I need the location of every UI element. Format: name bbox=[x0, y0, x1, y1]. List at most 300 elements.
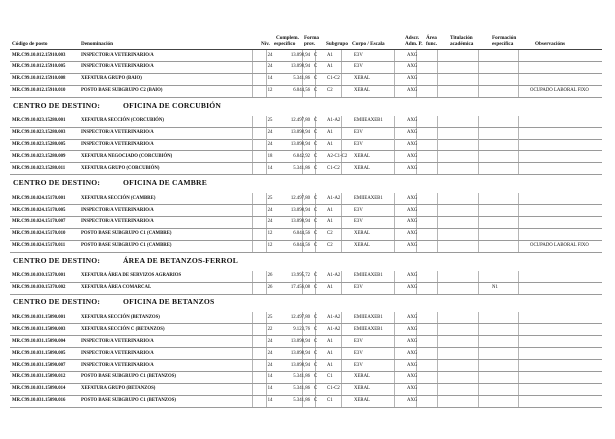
cell-denominacion: INSPECTOR/A VETERINARIO/A bbox=[81, 64, 154, 70]
cell-codigo: MR.C99.10.030.15370.002 bbox=[12, 285, 66, 290]
column-divider bbox=[518, 50, 519, 61]
column-divider bbox=[252, 372, 253, 383]
cell-forma: C bbox=[314, 76, 318, 82]
cell-corpo: E3V bbox=[354, 141, 363, 147]
cell-subgrupo: A1 bbox=[327, 64, 333, 70]
column-divider bbox=[252, 241, 253, 252]
cell-adscripcion: AXG bbox=[407, 52, 418, 58]
table-row bbox=[10, 312, 602, 324]
column-divider bbox=[341, 360, 342, 371]
cell-codigo: MR.C99.10.012.15910.005 bbox=[12, 64, 66, 70]
cell-nivel: 12 bbox=[267, 88, 273, 94]
cell-nivel: 24 bbox=[267, 130, 273, 135]
header-formacion-1: Formación bbox=[492, 35, 517, 41]
cell-codigo: MR.C99.10.031.15090.004 bbox=[12, 338, 66, 344]
column-divider bbox=[252, 62, 253, 73]
column-divider bbox=[394, 241, 395, 252]
cell-adscripcion: AXG bbox=[407, 195, 418, 201]
table-row bbox=[10, 271, 602, 283]
table-row bbox=[10, 229, 602, 241]
table-row bbox=[10, 336, 602, 348]
column-divider bbox=[437, 372, 438, 383]
cell-complemento: 9.123,76 bbox=[293, 326, 310, 332]
cell-denominacion: INSPECTOR/A VETERINARIO/A bbox=[81, 141, 154, 147]
cell-adscripcion: AXG bbox=[407, 273, 418, 279]
header-adscripcion-1: Adscr. bbox=[405, 35, 420, 41]
cell-adscripcion: AXG bbox=[407, 326, 418, 332]
cell-corpo: XERAL bbox=[354, 386, 370, 392]
column-divider bbox=[518, 128, 519, 139]
cell-adscripcion: AXG bbox=[407, 165, 418, 171]
column-divider bbox=[341, 128, 342, 139]
cell-codigo: MR.C99.10.031.15090.005 bbox=[12, 350, 66, 356]
column-divider bbox=[252, 229, 253, 240]
cell-codigo: MR.C99.10.024.15170.005 bbox=[12, 207, 66, 213]
cell-subgrupo: C1-C2 bbox=[327, 165, 340, 171]
column-divider bbox=[478, 116, 479, 127]
column-divider bbox=[437, 62, 438, 73]
column-divider bbox=[518, 396, 519, 407]
cell-complemento: 13.995,72 bbox=[290, 273, 310, 279]
cell-nivel: 26 bbox=[267, 273, 273, 279]
column-divider bbox=[252, 163, 253, 174]
section-label: CENTRO DE DESTINO: bbox=[13, 178, 101, 188]
column-divider bbox=[252, 324, 253, 335]
cell-nivel: 25 bbox=[267, 314, 273, 320]
column-divider bbox=[518, 163, 519, 174]
header-corpo: Corpo / Escala bbox=[352, 41, 385, 47]
cell-denominacion: INSPECTOR/A VETERINARIO/A bbox=[81, 52, 154, 58]
cell-nivel: 22 bbox=[267, 326, 273, 332]
column-divider bbox=[437, 312, 438, 323]
cell-nivel: 14 bbox=[267, 386, 273, 392]
section-title bbox=[13, 297, 214, 306]
column-divider bbox=[437, 74, 438, 85]
cell-denominacion: POSTO BASE SUBGRUPO C1 (BETANZOS) bbox=[81, 374, 176, 380]
cell-complemento: 13.098,94 bbox=[290, 64, 310, 70]
cell-forma: C bbox=[314, 273, 318, 279]
table-row bbox=[10, 74, 602, 86]
table-row bbox=[10, 384, 602, 396]
cell-forma: C bbox=[314, 141, 318, 147]
column-divider bbox=[341, 348, 342, 359]
cell-subgrupo: A1-A2 bbox=[327, 314, 341, 320]
cell-corpo: XERAL bbox=[354, 374, 370, 380]
section-name: OFICINA DE CAMBRE bbox=[123, 178, 207, 188]
cell-complemento: 5.341,86 bbox=[293, 386, 310, 392]
column-divider bbox=[341, 384, 342, 395]
table-row bbox=[10, 193, 602, 205]
cell-corpo: XERAL bbox=[354, 88, 370, 94]
column-divider bbox=[394, 193, 395, 204]
header-subgrupo: Subgrupo bbox=[326, 41, 348, 47]
column-divider bbox=[394, 116, 395, 127]
cell-complemento: 13.098,94 bbox=[290, 219, 310, 225]
column-divider bbox=[341, 372, 342, 383]
cell-adscripcion: AXG bbox=[407, 243, 418, 249]
column-divider bbox=[341, 217, 342, 228]
column-divider bbox=[437, 283, 438, 294]
cell-subgrupo: A1 bbox=[327, 52, 333, 58]
cell-subgrupo: A1 bbox=[327, 130, 333, 135]
header-complemento-2: específico bbox=[274, 41, 296, 47]
cell-adscripcion: AXG bbox=[407, 88, 418, 94]
cell-corpo: EMIIEAXEB1 bbox=[354, 195, 383, 201]
cell-corpo: XERAL bbox=[354, 153, 370, 159]
column-divider bbox=[437, 324, 438, 335]
cell-nivel: 24 bbox=[267, 52, 273, 58]
column-divider bbox=[252, 116, 253, 127]
column-divider bbox=[437, 163, 438, 174]
column-divider bbox=[341, 86, 342, 97]
cell-codigo: MR.C99.10.012.15910.010 bbox=[12, 88, 66, 94]
cell-forma: C bbox=[314, 338, 318, 344]
cell-corpo: E3V bbox=[354, 207, 363, 213]
cell-codigo: MR.C99.10.031.15090.007 bbox=[12, 362, 66, 368]
cell-adscripcion: AXG bbox=[407, 231, 418, 237]
column-divider bbox=[437, 348, 438, 359]
cell-forma: C bbox=[314, 88, 318, 94]
cell-adscripcion: AXG bbox=[407, 141, 418, 147]
column-divider bbox=[341, 50, 342, 61]
column-divider bbox=[252, 217, 253, 228]
column-divider bbox=[341, 312, 342, 323]
cell-subgrupo: C1-C2 bbox=[327, 76, 340, 82]
column-divider bbox=[341, 283, 342, 294]
cell-codigo: MR.C99.10.024.15170.001 bbox=[12, 195, 66, 201]
header-complemento-1: Complem. bbox=[276, 35, 299, 41]
cell-corpo: E3V bbox=[354, 52, 363, 58]
cell-nivel: 24 bbox=[267, 350, 273, 356]
cell-adscripcion: AXG bbox=[407, 362, 418, 368]
header-titulacion-2: académica bbox=[450, 41, 474, 47]
table-row bbox=[10, 151, 602, 163]
cell-denominacion: XEFATURA GRUPO (BETANZOS) bbox=[81, 386, 156, 392]
column-divider bbox=[341, 205, 342, 216]
column-divider bbox=[518, 348, 519, 359]
cell-forma: C bbox=[314, 314, 318, 320]
column-divider bbox=[518, 283, 519, 294]
section-label: CENTRO DE DESTINO: bbox=[13, 100, 101, 110]
cell-forma: C bbox=[314, 374, 318, 380]
cell-codigo: MR.C99.10.031.15090.003 bbox=[12, 326, 66, 332]
column-divider bbox=[437, 50, 438, 61]
section-label: CENTRO DE DESTINO: bbox=[13, 297, 101, 307]
column-divider bbox=[394, 283, 395, 294]
cell-subgrupo: C2 bbox=[327, 243, 333, 249]
table-row bbox=[10, 163, 602, 175]
table-row bbox=[10, 205, 602, 217]
cell-forma: C bbox=[314, 362, 318, 368]
column-divider bbox=[518, 384, 519, 395]
column-divider bbox=[437, 384, 438, 395]
column-divider bbox=[437, 217, 438, 228]
cell-denominacion: XEFATURA ÁREA DE SERVIZOS AGRARIOS bbox=[81, 273, 182, 279]
table-row bbox=[10, 116, 602, 128]
table-row bbox=[10, 139, 602, 151]
cell-nivel: 24 bbox=[267, 362, 273, 368]
column-divider bbox=[518, 151, 519, 162]
cell-subgrupo: C2 bbox=[327, 88, 333, 94]
cell-adscripcion: AXG bbox=[407, 314, 418, 320]
column-divider bbox=[394, 324, 395, 335]
cell-corpo: XERAL bbox=[354, 243, 370, 249]
cell-corpo: EMIIEAXEB1 bbox=[354, 273, 383, 279]
cell-nivel: 14 bbox=[267, 76, 273, 82]
column-divider bbox=[478, 74, 479, 85]
column-divider bbox=[518, 241, 519, 252]
column-divider bbox=[478, 241, 479, 252]
cell-adscripcion: AXG bbox=[407, 386, 418, 392]
cell-nivel: 12 bbox=[267, 243, 273, 249]
cell-corpo: E3V bbox=[354, 350, 363, 356]
cell-corpo: XERAL bbox=[354, 76, 370, 82]
cell-corpo: EMIIEAXEB1 bbox=[354, 118, 383, 124]
column-divider bbox=[394, 128, 395, 139]
column-divider bbox=[518, 372, 519, 383]
cell-subgrupo: A2-C1-C2 bbox=[327, 153, 348, 159]
cell-adscripcion: AXG bbox=[407, 64, 418, 70]
cell-codigo: MR.C99.10.024.15170.011 bbox=[12, 243, 66, 249]
column-divider bbox=[252, 336, 253, 347]
table-row bbox=[10, 348, 602, 360]
column-divider bbox=[394, 372, 395, 383]
column-divider bbox=[518, 74, 519, 85]
cell-forma: C bbox=[314, 52, 318, 58]
cell-adscripcion: AXG bbox=[407, 219, 418, 225]
column-divider bbox=[478, 50, 479, 61]
header-titulacion-1: Titulación bbox=[450, 35, 473, 41]
cell-forma: C bbox=[314, 326, 318, 332]
cell-subgrupo: A1 bbox=[327, 285, 333, 290]
cell-complemento: 6.044,56 bbox=[293, 231, 310, 237]
column-divider bbox=[478, 163, 479, 174]
cell-observacions: OCUPADO LABORAL FIXO bbox=[530, 88, 589, 94]
column-divider bbox=[341, 116, 342, 127]
header-observacions: Observacións bbox=[535, 41, 565, 47]
cell-forma: C bbox=[314, 398, 318, 404]
cell-adscripcion: AXG bbox=[407, 153, 418, 159]
cell-nivel: 24 bbox=[267, 338, 273, 344]
column-divider bbox=[394, 229, 395, 240]
cell-corpo: E3V bbox=[354, 130, 363, 135]
column-divider bbox=[437, 86, 438, 97]
column-divider bbox=[252, 86, 253, 97]
column-divider bbox=[437, 229, 438, 240]
cell-corpo: XERAL bbox=[354, 398, 370, 404]
cell-denominacion: POSTO BASE SUBGRUPO C2 (BAIO) bbox=[81, 88, 163, 94]
column-divider bbox=[478, 193, 479, 204]
column-divider bbox=[437, 205, 438, 216]
column-divider bbox=[252, 205, 253, 216]
cell-codigo: MR.C99.10.024.15170.007 bbox=[12, 219, 66, 225]
cell-codigo: MR.C99.10.023.15280.005 bbox=[12, 141, 66, 147]
header-forma-1: Forma bbox=[304, 35, 319, 41]
section-name: OFICINA DE CORCUBIÓN bbox=[123, 100, 222, 110]
cell-nivel: 25 bbox=[267, 195, 273, 201]
cell-codigo: MR.C99.10.031.15090.016 bbox=[12, 398, 66, 404]
cell-codigo: MR.C99.10.023.15280.011 bbox=[12, 165, 66, 171]
table-row bbox=[10, 241, 602, 253]
cell-codigo: MR.C99.10.012.15910.003 bbox=[12, 52, 66, 58]
column-divider bbox=[252, 360, 253, 371]
cell-subgrupo: C1 bbox=[327, 398, 333, 404]
cell-complemento: 13.098,94 bbox=[290, 338, 310, 344]
table-row bbox=[10, 360, 602, 372]
column-divider bbox=[252, 193, 253, 204]
cell-adscripcion: AXG bbox=[407, 130, 418, 135]
cell-denominacion: XEFATURA SECCIÓN C (BETANZOS) bbox=[81, 326, 165, 332]
table-row bbox=[10, 324, 602, 336]
column-divider bbox=[252, 348, 253, 359]
column-divider bbox=[252, 139, 253, 150]
column-divider bbox=[394, 217, 395, 228]
cell-subgrupo: A1-A2 bbox=[327, 326, 341, 332]
column-divider bbox=[478, 205, 479, 216]
cell-corpo: E3V bbox=[354, 362, 363, 368]
cell-codigo: MR.C99.10.031.15090.001 bbox=[12, 314, 66, 320]
column-divider bbox=[478, 229, 479, 240]
column-divider bbox=[394, 336, 395, 347]
cell-subgrupo: A1 bbox=[327, 207, 333, 213]
column-divider bbox=[478, 139, 479, 150]
column-divider bbox=[252, 283, 253, 294]
cell-forma: C bbox=[314, 386, 318, 392]
cell-forma: C bbox=[314, 207, 318, 213]
cell-denominacion: INSPECTOR/A VETERINARIO/A bbox=[81, 207, 154, 213]
cell-subgrupo: C2 bbox=[327, 231, 333, 237]
cell-subgrupo: A1 bbox=[327, 219, 333, 225]
column-divider bbox=[341, 139, 342, 150]
cell-codigo: MR.C99.10.031.15090.012 bbox=[12, 374, 66, 380]
column-divider bbox=[394, 139, 395, 150]
cell-complemento: 13.098,94 bbox=[290, 141, 310, 147]
table-row bbox=[10, 128, 602, 140]
cell-complemento: 6.044,56 bbox=[293, 88, 310, 94]
cell-complemento: 5.341,86 bbox=[293, 76, 310, 82]
column-divider bbox=[252, 396, 253, 407]
column-divider bbox=[518, 271, 519, 282]
header-nivel: Nív. bbox=[261, 41, 270, 47]
column-divider bbox=[518, 229, 519, 240]
section-label: CENTRO DE DESTINO: bbox=[13, 255, 101, 265]
column-divider bbox=[394, 163, 395, 174]
column-divider bbox=[394, 50, 395, 61]
cell-codigo: MR.C99.10.023.15280.009 bbox=[12, 153, 66, 159]
section-name: OFICINA DE BETANZOS bbox=[123, 297, 215, 307]
column-divider bbox=[478, 312, 479, 323]
cell-nivel: 14 bbox=[267, 165, 273, 171]
column-divider bbox=[394, 74, 395, 85]
cell-denominacion: XEFATURA SECCIÓN (CAMBRE) bbox=[81, 195, 156, 201]
cell-subgrupo: C1 bbox=[327, 374, 333, 380]
column-divider bbox=[252, 312, 253, 323]
header-forma-2: prov. bbox=[304, 41, 316, 47]
column-divider bbox=[252, 128, 253, 139]
cell-complemento: 5.341,86 bbox=[293, 374, 310, 380]
column-divider bbox=[394, 348, 395, 359]
cell-denominacion: XEFATURA GRUPO (CORCUBIÓN) bbox=[81, 165, 160, 171]
cell-adscripcion: AXG bbox=[407, 118, 418, 124]
cell-complemento: 13.098,94 bbox=[290, 207, 310, 213]
cell-adscripcion: AXG bbox=[407, 374, 418, 380]
cell-denominacion: POSTO BASE SUBGRUPO C1 (CAMBRE) bbox=[81, 231, 172, 237]
cell-forma: C bbox=[314, 350, 318, 356]
cell-corpo: XERAL bbox=[354, 231, 370, 237]
header-area-1: Área bbox=[426, 35, 437, 41]
cell-denominacion: INSPECTOR/A VETERINARIO/A bbox=[81, 350, 154, 356]
column-divider bbox=[478, 217, 479, 228]
column-divider bbox=[437, 151, 438, 162]
column-divider bbox=[341, 62, 342, 73]
column-divider bbox=[518, 139, 519, 150]
cell-complemento: 6.842,92 bbox=[293, 153, 310, 159]
cell-denominacion: XEFATURA SECCIÓN (BETANZOS) bbox=[81, 314, 160, 320]
cell-denominacion: INSPECTOR/A VETERINARIO/A bbox=[81, 338, 154, 344]
cell-forma: C bbox=[314, 64, 318, 70]
cell-corpo: EMIIEAXEB1 bbox=[354, 326, 383, 332]
section-title bbox=[13, 101, 221, 110]
column-divider bbox=[394, 384, 395, 395]
cell-forma: C bbox=[314, 231, 318, 237]
column-divider bbox=[437, 396, 438, 407]
column-divider bbox=[478, 372, 479, 383]
column-divider bbox=[478, 396, 479, 407]
table-row bbox=[10, 62, 602, 74]
section-title bbox=[13, 178, 207, 187]
cell-forma: C bbox=[314, 219, 318, 225]
column-divider bbox=[518, 217, 519, 228]
column-divider bbox=[478, 128, 479, 139]
column-divider bbox=[394, 396, 395, 407]
cell-forma: C bbox=[314, 285, 318, 290]
cell-complemento: 13.098,94 bbox=[290, 130, 310, 135]
column-divider bbox=[341, 324, 342, 335]
cell-complemento: 5.341,86 bbox=[293, 398, 310, 404]
cell-denominacion: INSPECTOR/A VETERINARIO/A bbox=[81, 362, 154, 368]
cell-complemento: 12.497,80 bbox=[290, 314, 310, 320]
table-row bbox=[10, 372, 602, 384]
cell-corpo: EMIIEAXEB1 bbox=[354, 314, 383, 320]
table-row bbox=[10, 396, 602, 408]
cell-nivel: 14 bbox=[267, 398, 273, 404]
column-divider bbox=[478, 348, 479, 359]
cell-corpo: E3V bbox=[354, 219, 363, 225]
column-divider bbox=[478, 360, 479, 371]
cell-corpo: E3V bbox=[354, 285, 363, 290]
cell-complemento: 12.497,80 bbox=[290, 195, 310, 201]
cell-subgrupo: A1 bbox=[327, 350, 333, 356]
column-divider bbox=[437, 360, 438, 371]
cell-subgrupo: A1-A2 bbox=[327, 195, 341, 201]
cell-codigo: MR.C99.10.023.15280.003 bbox=[12, 130, 66, 135]
cell-complemento: 13.098,94 bbox=[290, 52, 310, 58]
cell-codigo: MR.C99.10.030.15370.001 bbox=[12, 273, 66, 279]
cell-adscripcion: AXG bbox=[407, 398, 418, 404]
column-divider bbox=[394, 271, 395, 282]
column-divider bbox=[394, 205, 395, 216]
cell-codigo: MR.C99.10.031.15090.014 bbox=[12, 386, 66, 392]
column-divider bbox=[478, 151, 479, 162]
cell-forma: C bbox=[314, 130, 318, 135]
column-divider bbox=[341, 163, 342, 174]
column-divider bbox=[341, 193, 342, 204]
column-divider bbox=[518, 86, 519, 97]
column-divider bbox=[437, 271, 438, 282]
cell-forma: C bbox=[314, 153, 318, 159]
cell-subgrupo: C1-C2 bbox=[327, 386, 340, 392]
column-divider bbox=[518, 336, 519, 347]
